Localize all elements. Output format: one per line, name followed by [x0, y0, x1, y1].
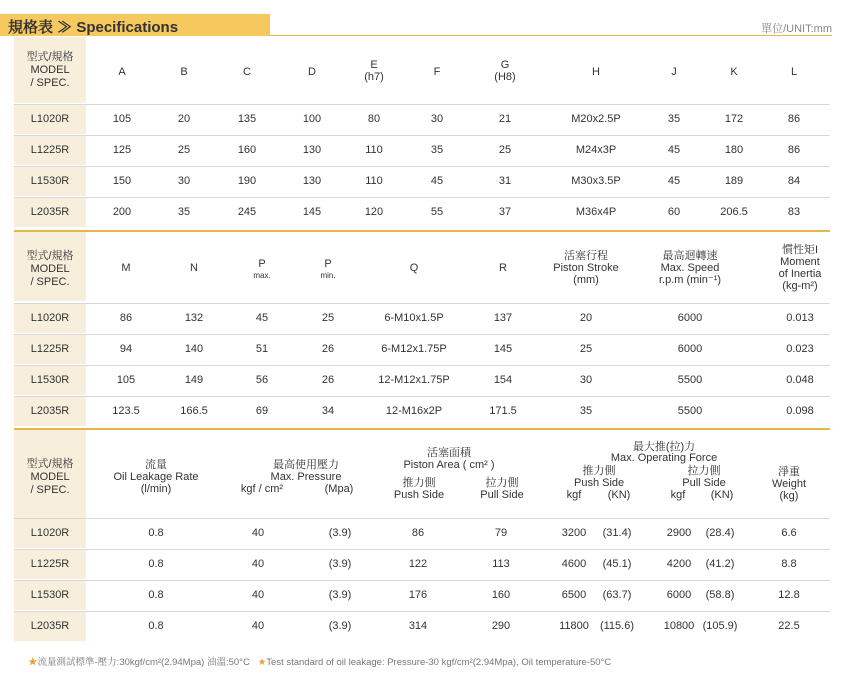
leakage-header-zh: 流量 — [145, 459, 167, 471]
value-cell: 123.5 — [112, 405, 140, 417]
column-header: P — [324, 258, 332, 270]
model-cell: L1020R — [14, 304, 86, 333]
value-cell: 180 — [724, 144, 744, 156]
pressure-unit-kgf: kgf / cm² — [240, 483, 284, 495]
page-title: 規格表 ≫ Specifications — [8, 19, 179, 36]
value-cell: 45 — [255, 312, 269, 324]
value-cell: 122 — [408, 558, 428, 570]
footnote-zh: 流量測試標準-壓力:30kgf/cm²(2.94Mpa) 油溫:50°C — [37, 657, 250, 668]
weight-header-zh: 淨重 — [778, 466, 800, 478]
force-header-zh: 最大推(拉)力 — [632, 441, 696, 453]
value-cell: 190 — [237, 175, 257, 187]
value-cell: 0.023 — [786, 343, 814, 355]
star-icon: ★ — [28, 657, 38, 668]
value-cell: 35 — [177, 206, 191, 218]
value-cell: 25 — [579, 343, 593, 355]
value-cell: 40 — [251, 558, 265, 570]
value-cell: 20 — [579, 312, 593, 324]
column-header: Max. Speed — [660, 262, 720, 274]
force-push-zh: 推力側 — [582, 465, 616, 477]
column-header: J — [671, 66, 677, 78]
column-header: Piston Stroke — [553, 262, 619, 274]
column-header: 活塞行程 — [564, 250, 608, 262]
value-cell: 120 — [364, 206, 384, 218]
value-cell: 8.8 — [781, 558, 797, 570]
area-push-en: Push Side — [393, 489, 445, 501]
column-header: G — [500, 59, 510, 71]
column-header: H — [592, 66, 600, 78]
value-cell: M36x4P — [575, 206, 617, 218]
value-cell: 94 — [119, 343, 133, 355]
area-header-zh: 活塞面積 — [427, 447, 471, 459]
table-row — [14, 167, 830, 197]
value-cell: 206.5 — [720, 206, 748, 218]
value-cell: 86 — [411, 527, 425, 539]
value-cell: 35 — [667, 113, 681, 125]
table-row — [14, 397, 830, 427]
area-pull-zh: 拉力側 — [485, 477, 519, 489]
table-row — [14, 136, 830, 166]
model-cell: L2035R — [14, 612, 86, 641]
value-cell: 40 — [251, 589, 265, 601]
table-row — [14, 198, 830, 228]
value-cell: 166.5 — [180, 405, 208, 417]
model-header-zh: 型式/規格 — [26, 250, 74, 262]
table-row — [14, 519, 830, 549]
table-1-header — [14, 37, 830, 104]
model-header-cell — [14, 430, 86, 518]
column-header: B — [180, 66, 188, 78]
model-header-spec: / SPEC. — [30, 276, 70, 288]
value-cell: 110 — [365, 175, 383, 187]
value-cell: (58.8) — [705, 589, 735, 601]
value-cell: (115.6) — [599, 620, 635, 632]
area-header-en: Piston Area ( cm² ) — [403, 459, 495, 471]
model-header-spec: / SPEC. — [30, 484, 70, 496]
value-cell: 26 — [321, 343, 335, 355]
column-header: Q — [409, 262, 419, 274]
column-header: (kg-m²) — [782, 280, 818, 292]
value-cell: 79 — [494, 527, 508, 539]
header-divider — [270, 35, 832, 36]
spec-table-2 — [14, 232, 830, 428]
value-cell: 130 — [302, 144, 322, 156]
value-cell: 45 — [667, 175, 681, 187]
table-row — [14, 550, 830, 580]
value-cell: 4200 — [666, 558, 692, 570]
model-cell: L1530R — [14, 581, 86, 610]
pressure-header-zh: 最高使用壓力 — [273, 459, 339, 471]
value-cell: 55 — [430, 206, 444, 218]
table-row — [14, 105, 830, 135]
value-cell: 130 — [302, 175, 322, 187]
value-cell: 51 — [255, 343, 269, 355]
value-cell: 125 — [112, 144, 132, 156]
value-cell: (31.4) — [602, 527, 632, 539]
value-cell: 25 — [177, 144, 191, 156]
force-pull-zh: 拉力側 — [687, 465, 721, 477]
value-cell: 86 — [787, 144, 801, 156]
column-header: R — [499, 262, 507, 274]
value-cell: 6-M12x1.75P — [381, 343, 447, 355]
column-header: N — [190, 262, 198, 274]
value-cell: 26 — [321, 374, 335, 386]
value-cell: 34 — [321, 405, 335, 417]
value-cell: 11800 — [559, 620, 589, 632]
model-cell: L1225R — [14, 136, 86, 165]
value-cell: 110 — [365, 144, 383, 156]
value-cell: (3.9) — [328, 589, 352, 601]
value-cell: 25 — [321, 312, 335, 324]
value-cell: 12.8 — [778, 589, 800, 601]
column-header-sub: min. — [320, 271, 336, 280]
model-cell: L2035R — [14, 397, 86, 426]
value-cell: 84 — [787, 175, 801, 187]
value-cell: 189 — [724, 175, 744, 187]
value-cell: 30 — [177, 175, 191, 187]
value-cell: 69 — [255, 405, 269, 417]
value-cell: (41.2) — [705, 558, 735, 570]
column-header: P — [258, 258, 266, 270]
spec-table-1 — [14, 37, 830, 231]
footnote-en: Test standard of oil leakage: Pressure-30 kgf/cm²(2.94Mpa), Oil temperature-50°C — [266, 657, 612, 668]
value-cell: 132 — [184, 312, 204, 324]
value-cell: (28.4) — [705, 527, 735, 539]
value-cell: M20x2.5P — [571, 113, 621, 125]
value-cell: 5500 — [677, 374, 703, 386]
value-cell: 80 — [367, 113, 381, 125]
table-row — [14, 304, 830, 334]
column-header: L — [790, 66, 798, 78]
value-cell: (3.9) — [328, 558, 352, 570]
force-pull-kn: (KN) — [710, 489, 734, 501]
value-cell: 172 — [724, 113, 744, 125]
value-cell: 105 — [112, 113, 132, 125]
value-cell: 113 — [492, 558, 510, 570]
value-cell: 6000 — [677, 312, 703, 324]
value-cell: M30x3.5P — [571, 175, 621, 187]
column-header: K — [730, 66, 738, 78]
column-header: of Inertia — [778, 268, 822, 280]
weight-header-unit: (kg) — [779, 490, 799, 502]
model-header-en: MODEL — [30, 263, 70, 275]
model-cell: L1020R — [14, 105, 86, 134]
value-cell: 150 — [112, 175, 132, 187]
force-header-en: Max. Operating Force — [610, 452, 718, 464]
value-cell: 135 — [237, 113, 257, 125]
force-pull-en: Pull Side — [682, 477, 726, 489]
value-cell: 45 — [430, 175, 444, 187]
value-cell: 6000 — [666, 589, 692, 601]
force-push-kn: (KN) — [607, 489, 631, 501]
weight-header-en: Weight — [771, 478, 807, 490]
value-cell: M24x3P — [575, 144, 617, 156]
value-cell: 35 — [430, 144, 444, 156]
value-cell: 86 — [787, 113, 801, 125]
model-cell: L1225R — [14, 335, 86, 364]
value-cell: 105 — [116, 374, 136, 386]
column-header: F — [433, 66, 441, 78]
value-cell: 40 — [251, 527, 265, 539]
value-cell: 60 — [667, 206, 681, 218]
value-cell: 5500 — [677, 405, 703, 417]
table-row — [14, 581, 830, 611]
column-header: r.p.m (min⁻¹) — [658, 274, 722, 286]
spec-table-3 — [14, 430, 830, 642]
value-cell: 3200 — [561, 527, 587, 539]
value-cell: 140 — [184, 343, 204, 355]
value-cell: (3.9) — [328, 620, 352, 632]
force-push-kgf: kgf — [566, 489, 582, 501]
value-cell: 6500 — [561, 589, 587, 601]
value-cell: 0.098 — [786, 405, 814, 417]
table-row — [14, 612, 830, 642]
column-header: 慣性矩I — [781, 244, 819, 256]
column-header: D — [308, 66, 316, 78]
value-cell: 4600 — [561, 558, 587, 570]
value-cell: 25 — [498, 144, 512, 156]
column-header: C — [243, 66, 251, 78]
value-cell: 40 — [251, 620, 265, 632]
column-header: E — [370, 59, 378, 71]
model-header-zh: 型式/規格 — [26, 458, 74, 470]
area-push-zh: 推力側 — [402, 477, 436, 489]
model-header-en: MODEL — [30, 64, 70, 76]
value-cell: 56 — [255, 374, 269, 386]
pressure-unit-mpa: (Mpa) — [324, 483, 354, 495]
value-cell: (3.9) — [328, 527, 352, 539]
column-header: 最高迴轉速 — [662, 250, 718, 262]
leakage-header-en: Oil Leakage Rate — [113, 471, 199, 483]
value-cell: 200 — [112, 206, 132, 218]
pressure-header-en: Max. Pressure — [270, 471, 342, 483]
value-cell: 12-M16x2P — [385, 405, 443, 417]
value-cell: 0.013 — [786, 312, 814, 324]
value-cell: 100 — [302, 113, 322, 125]
column-header-sub: (h7) — [364, 71, 384, 83]
value-cell: 290 — [491, 620, 511, 632]
area-pull-en: Pull Side — [480, 489, 524, 501]
value-cell: 154 — [493, 374, 513, 386]
model-cell: L1020R — [14, 519, 86, 548]
table-row — [14, 366, 830, 396]
value-cell: 6.6 — [781, 527, 797, 539]
value-cell: 35 — [579, 405, 593, 417]
value-cell: (45.1) — [602, 558, 632, 570]
value-cell: 0.8 — [148, 527, 164, 539]
model-header-cell — [14, 37, 86, 103]
value-cell: 145 — [493, 343, 513, 355]
value-cell: 0.8 — [148, 558, 164, 570]
value-cell: 86 — [119, 312, 133, 324]
header-bar — [0, 14, 270, 36]
value-cell: 22.5 — [778, 620, 800, 632]
value-cell: 137 — [493, 312, 513, 324]
model-header-zh: 型式/規格 — [26, 51, 74, 63]
column-header: M — [121, 262, 131, 274]
value-cell: 2900 — [666, 527, 692, 539]
value-cell: 6-M10x1.5P — [384, 312, 444, 324]
value-cell: 30 — [579, 374, 593, 386]
value-cell: 83 — [787, 206, 801, 218]
value-cell: 30 — [430, 113, 444, 125]
unit-label: 單位/UNIT:mm — [761, 23, 832, 35]
value-cell: 31 — [498, 175, 512, 187]
leakage-header-unit: (l/min) — [140, 483, 172, 495]
column-header-sub: (H8) — [494, 71, 516, 83]
value-cell: 21 — [498, 113, 512, 125]
column-header-sub: max. — [253, 271, 271, 280]
value-cell: 171.5 — [489, 405, 517, 417]
model-cell: L1530R — [14, 366, 86, 395]
value-cell: 0.048 — [786, 374, 814, 386]
column-header: A — [118, 66, 126, 78]
value-cell: 160 — [491, 589, 511, 601]
column-header: (mm) — [573, 274, 599, 286]
star-icon: ★ — [257, 657, 267, 668]
footnote — [28, 654, 611, 668]
value-cell: 0.8 — [148, 589, 164, 601]
value-cell: 37 — [498, 206, 512, 218]
value-cell: 176 — [408, 589, 428, 601]
value-cell: 160 — [237, 144, 257, 156]
model-cell: L1225R — [14, 550, 86, 579]
model-header-spec: / SPEC. — [30, 77, 70, 89]
value-cell: 12-M12x1.75P — [378, 374, 450, 386]
value-cell: 6000 — [677, 343, 703, 355]
force-push-en: Push Side — [574, 477, 625, 489]
value-cell: 20 — [177, 113, 191, 125]
column-header: Moment — [780, 256, 820, 268]
value-cell: (105.9) — [702, 620, 738, 632]
value-cell: 314 — [408, 620, 428, 632]
value-cell: 149 — [184, 374, 204, 386]
force-pull-kgf: kgf — [670, 489, 686, 501]
table-3-header — [14, 430, 830, 518]
value-cell: 0.8 — [148, 620, 164, 632]
model-cell: L1530R — [14, 167, 86, 196]
value-cell: 45 — [667, 144, 681, 156]
model-header-en: MODEL — [30, 471, 70, 483]
table-2-header — [14, 232, 830, 302]
value-cell: (63.7) — [602, 589, 632, 601]
value-cell: 145 — [302, 206, 322, 218]
value-cell: 10800 — [663, 620, 695, 632]
model-cell: L2035R — [14, 198, 86, 227]
table-row — [14, 335, 830, 365]
value-cell: 245 — [237, 206, 257, 218]
